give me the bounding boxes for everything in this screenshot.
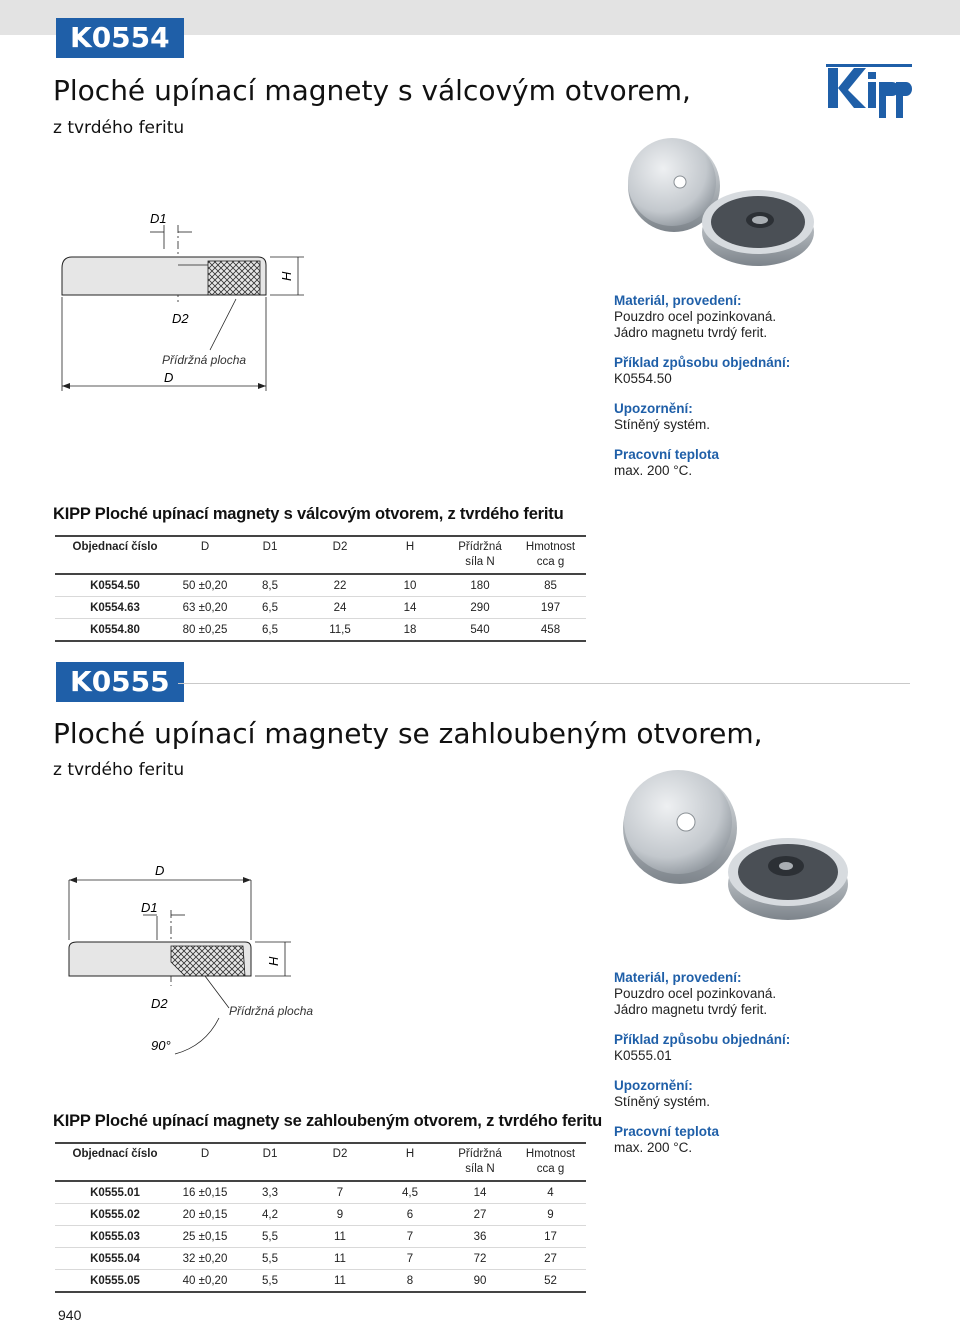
column-header: Objednací číslo xyxy=(55,536,175,574)
info-block-k0554 xyxy=(614,293,814,479)
product-title-k0554: Ploché upínací magnety s válcovým otvorem, xyxy=(53,74,691,107)
note-value: Stíněný systém. xyxy=(614,1094,711,1109)
page-number: 940 xyxy=(58,1307,82,1323)
dim-label-d: D xyxy=(164,370,174,385)
column-header: Přídržná síla N xyxy=(445,536,515,574)
column-header: H xyxy=(375,536,445,574)
column-header: D1 xyxy=(235,536,305,574)
material-line-1: Pouzdro ocel pozinkovaná. xyxy=(614,986,777,1001)
table-cell: K0555.01 xyxy=(55,1181,175,1204)
table-cell: 4,5 xyxy=(375,1181,445,1204)
column-header: Hmotnost cca g xyxy=(515,1143,586,1181)
table-cell: 27 xyxy=(445,1204,515,1226)
technical-drawing-k0554 xyxy=(50,205,320,395)
material-heading: Materiál, provedení: xyxy=(614,293,742,308)
temperature-heading: Pracovní teplota xyxy=(614,1124,720,1139)
table-cell: 52 xyxy=(515,1270,586,1293)
table-cell: 24 xyxy=(305,597,375,619)
column-header: H xyxy=(375,1143,445,1181)
table-cell: 50 ±0,20 xyxy=(175,574,235,597)
table-cell: 7 xyxy=(305,1181,375,1204)
order-heading: Příklad způsobu objednání: xyxy=(614,1032,791,1047)
material-line-2: Jádro magnetu tvrdý ferit. xyxy=(614,1002,768,1017)
note-heading: Upozornění: xyxy=(614,1078,693,1093)
table-cell: 14 xyxy=(445,1181,515,1204)
table-cell: 11 xyxy=(305,1270,375,1293)
table-title-k0555: KIPP Ploché upínací magnety se zahloubeným otvorem, z tvrdého feritu xyxy=(53,1112,603,1130)
table-cell: 40 ±0,20 xyxy=(175,1270,235,1293)
note-heading: Upozornění: xyxy=(614,401,693,416)
table-cell: K0555.05 xyxy=(55,1270,175,1293)
table-cell: 8 xyxy=(375,1270,445,1293)
table-row xyxy=(55,1204,586,1226)
dim-label-h: H xyxy=(266,956,281,966)
table-cell: 25 ±0,15 xyxy=(175,1226,235,1248)
table-cell: 7 xyxy=(375,1248,445,1270)
product-photo-k0554 xyxy=(624,134,814,268)
column-header: Hmotnost cca g xyxy=(515,536,586,574)
table-cell: 9 xyxy=(515,1204,586,1226)
table-row xyxy=(55,574,586,597)
section-divider xyxy=(178,683,910,684)
table-cell: 36 xyxy=(445,1226,515,1248)
column-header: Objednací číslo xyxy=(55,1143,175,1181)
table-cell: 6 xyxy=(375,1204,445,1226)
technical-drawing-k0555 xyxy=(55,858,325,1058)
table-row xyxy=(55,1226,586,1248)
column-header: D1 xyxy=(235,1143,305,1181)
table-row xyxy=(55,1181,586,1204)
table-cell: K0554.80 xyxy=(55,619,175,642)
table-cell: 90 xyxy=(445,1270,515,1293)
table-cell: 6,5 xyxy=(235,619,305,642)
column-header: D2 xyxy=(305,1143,375,1181)
material-line-2: Jádro magnetu tvrdý ferit. xyxy=(614,325,768,340)
table-cell: K0555.04 xyxy=(55,1248,175,1270)
dim-label-d1: D1 xyxy=(150,211,167,226)
table-cell: 9 xyxy=(305,1204,375,1226)
kipp-logo xyxy=(826,60,912,124)
order-heading: Příklad způsobu objednání: xyxy=(614,355,791,370)
table-cell: 11 xyxy=(305,1248,375,1270)
table-cell: 17 xyxy=(515,1226,586,1248)
table-row xyxy=(55,597,586,619)
table-cell: 5,5 xyxy=(235,1270,305,1293)
temperature-heading: Pracovní teplota xyxy=(614,447,720,462)
table-row xyxy=(55,619,586,642)
dim-label-d: D xyxy=(155,863,165,878)
note-value: Stíněný systém. xyxy=(614,417,711,432)
table-cell: 5,5 xyxy=(235,1226,305,1248)
column-header: Přídržná síla N xyxy=(445,1143,515,1181)
table-cell: K0554.50 xyxy=(55,574,175,597)
dim-label-d2: D2 xyxy=(151,996,168,1011)
temperature-value: max. 200 °C. xyxy=(614,463,693,478)
spec-table-k0554 xyxy=(55,535,586,642)
table-cell: 72 xyxy=(445,1248,515,1270)
table-cell: 3,3 xyxy=(235,1181,305,1204)
table-cell: 4 xyxy=(515,1181,586,1204)
table-cell: 63 ±0,20 xyxy=(175,597,235,619)
info-block-k0555 xyxy=(614,970,814,1156)
table-cell: 32 ±0,20 xyxy=(175,1248,235,1270)
table-row xyxy=(55,1270,586,1293)
product-subtitle-k0554: z tvrdého feritu xyxy=(53,118,185,138)
holding-surface-label: Přídržná plocha xyxy=(162,353,247,367)
product-code-badge-k0555: K0555 xyxy=(56,662,184,702)
product-title-k0555: Ploché upínací magnety se zahloubeným otvorem, xyxy=(53,717,763,750)
order-value: K0554.50 xyxy=(614,371,672,386)
product-code-badge-k0554: K0554 xyxy=(56,18,184,58)
table-cell: 20 ±0,15 xyxy=(175,1204,235,1226)
table-cell: K0555.02 xyxy=(55,1204,175,1226)
table-cell: 540 xyxy=(445,619,515,642)
column-header: D xyxy=(175,1143,235,1181)
table-cell: 4,2 xyxy=(235,1204,305,1226)
table-cell: K0554.63 xyxy=(55,597,175,619)
angle-label: 90° xyxy=(151,1038,171,1053)
material-line-1: Pouzdro ocel pozinkovaná. xyxy=(614,309,777,324)
spec-table-k0555 xyxy=(55,1142,586,1293)
table-cell: 180 xyxy=(445,574,515,597)
dim-label-d2: D2 xyxy=(172,311,189,326)
product-subtitle-k0555: z tvrdého feritu xyxy=(53,760,185,780)
holding-surface-label: Přídržná plocha xyxy=(229,1004,314,1018)
dim-label-d1: D1 xyxy=(141,900,158,915)
table-cell: 14 xyxy=(375,597,445,619)
dim-label-h: H xyxy=(279,271,294,281)
order-value: K0555.01 xyxy=(614,1048,672,1063)
temperature-value: max. 200 °C. xyxy=(614,1140,693,1155)
table-cell: 6,5 xyxy=(235,597,305,619)
table-cell: 8,5 xyxy=(235,574,305,597)
column-header: D xyxy=(175,536,235,574)
table-cell: 7 xyxy=(375,1226,445,1248)
table-cell: 11 xyxy=(305,1226,375,1248)
table-cell: 27 xyxy=(515,1248,586,1270)
table-cell: 85 xyxy=(515,574,586,597)
table-title-k0554: KIPP Ploché upínací magnety s válcovým otvorem, z tvrdého feritu xyxy=(53,505,564,523)
table-cell: 16 ±0,15 xyxy=(175,1181,235,1204)
table-cell: 18 xyxy=(375,619,445,642)
table-cell: 22 xyxy=(305,574,375,597)
table-cell: 458 xyxy=(515,619,586,642)
table-cell: K0555.03 xyxy=(55,1226,175,1248)
product-photo-k0555 xyxy=(620,766,850,924)
table-cell: 5,5 xyxy=(235,1248,305,1270)
table-cell: 197 xyxy=(515,597,586,619)
table-cell: 290 xyxy=(445,597,515,619)
column-header: D2 xyxy=(305,536,375,574)
material-heading: Materiál, provedení: xyxy=(614,970,742,985)
table-row xyxy=(55,1248,586,1270)
table-cell: 80 ±0,25 xyxy=(175,619,235,642)
table-cell: 11,5 xyxy=(305,619,375,642)
table-cell: 10 xyxy=(375,574,445,597)
